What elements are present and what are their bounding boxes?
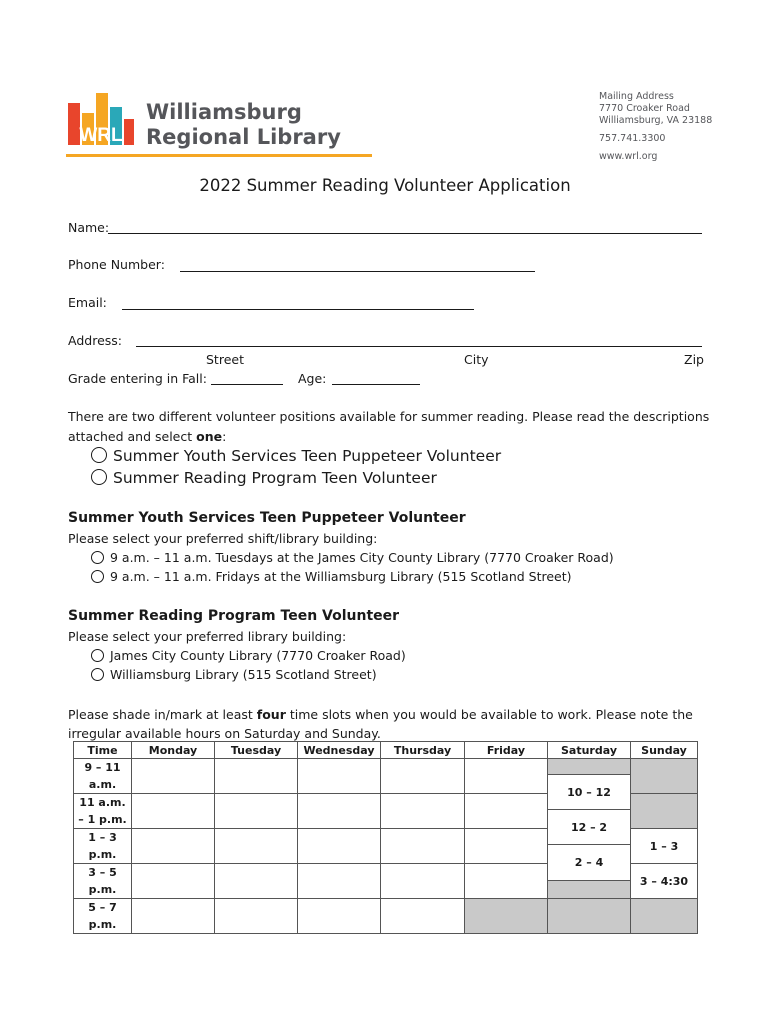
time-cell <box>74 899 132 934</box>
radio-icon[interactable] <box>91 447 107 463</box>
mailing-web: www.wrl.org <box>599 151 658 162</box>
shade-line2: irregular available hours on Saturday and Sunday. <box>68 726 381 741</box>
radio-icon[interactable] <box>91 469 107 485</box>
shade-emphasis: four <box>256 707 286 722</box>
unavailable-cell <box>465 899 548 934</box>
zip-caption: Zip <box>684 352 704 367</box>
slot-cell[interactable] <box>132 759 215 794</box>
program-option-williamsburg[interactable] <box>91 667 377 682</box>
puppeteer-option-friday[interactable] <box>91 569 572 584</box>
program-section-title: Summer Reading Program Teen Volunteer <box>68 608 400 624</box>
slot-cell[interactable] <box>215 759 298 794</box>
slot-cell[interactable] <box>465 864 548 899</box>
intro-text <box>68 407 709 447</box>
time-line: 3 – 5 <box>88 866 117 879</box>
schedule-table <box>73 741 698 934</box>
mailing-phone: 757.741.3300 <box>599 133 666 144</box>
saturday-slot[interactable]: 2 – 4 <box>548 845 631 881</box>
column-header: Monday <box>132 742 215 759</box>
time-line: – 1 p.m. <box>78 813 127 826</box>
saturday-slot[interactable]: 12 – 2 <box>548 810 631 845</box>
page-title: 2022 Summer Reading Volunteer Application <box>199 176 571 195</box>
column-header: Thursday <box>381 742 465 759</box>
slot-cell[interactable] <box>132 794 215 829</box>
position-label: Summer Youth Services Teen Puppeteer Volunteer <box>113 447 502 465</box>
time-line: 1 – 3 <box>88 831 117 844</box>
slot-cell[interactable] <box>215 899 298 934</box>
unavailable-cell <box>631 759 698 794</box>
sunday-slot[interactable]: 3 – 4:30 <box>631 864 698 899</box>
library-name-line2: Regional Library <box>146 125 341 149</box>
mailing-heading: Mailing Address <box>599 91 674 102</box>
header-rule <box>66 154 372 157</box>
name-label: Name: <box>68 220 110 235</box>
phone-label: Phone Number: <box>68 257 165 272</box>
table-header-row <box>74 742 698 759</box>
time-line: p.m. <box>88 848 117 861</box>
slot-cell[interactable] <box>132 899 215 934</box>
slot-cell[interactable] <box>465 759 548 794</box>
slot-cell[interactable] <box>298 899 381 934</box>
slot-cell[interactable] <box>132 829 215 864</box>
intro-line2-text: attached and select <box>68 429 197 444</box>
slot-cell[interactable] <box>381 794 465 829</box>
name-field[interactable] <box>108 233 702 234</box>
time-line: 9 – 11 <box>84 761 121 774</box>
slot-cell[interactable] <box>215 829 298 864</box>
column-header: Tuesday <box>215 742 298 759</box>
shade-instructions <box>68 705 693 743</box>
slot-cell[interactable] <box>215 794 298 829</box>
column-header: Sunday <box>631 742 698 759</box>
shade-text: time slots when you would be available to work. Please note the <box>285 707 693 722</box>
time-cell <box>74 864 132 899</box>
slot-cell[interactable] <box>215 864 298 899</box>
table-row <box>74 899 698 934</box>
age-label: Age: <box>298 371 327 386</box>
radio-icon[interactable] <box>91 649 104 662</box>
slot-cell[interactable] <box>381 759 465 794</box>
library-name <box>146 100 341 150</box>
intro-line2 <box>68 427 709 447</box>
option-label: 9 a.m. – 11 a.m. Fridays at the Williamsburg Library (515 Scotland Street) <box>110 569 572 584</box>
program-prompt: Please select your preferred library building: <box>68 629 347 644</box>
table-row <box>74 759 698 775</box>
slot-cell[interactable] <box>381 899 465 934</box>
slot-cell[interactable] <box>298 759 381 794</box>
unavailable-cell <box>548 759 631 775</box>
position-option-puppeteer[interactable] <box>91 447 501 465</box>
column-header: Wednesday <box>298 742 381 759</box>
slot-cell[interactable] <box>298 864 381 899</box>
slot-cell[interactable] <box>465 794 548 829</box>
radio-icon[interactable] <box>91 668 104 681</box>
email-label: Email: <box>68 295 107 310</box>
unavailable-cell <box>631 899 698 934</box>
option-label: 9 a.m. – 11 a.m. Tuesdays at the James City County Library (7770 Croaker Road) <box>110 550 614 565</box>
shade-line1 <box>68 705 693 724</box>
saturday-slot[interactable]: 10 – 12 <box>548 775 631 810</box>
column-header: Saturday <box>548 742 631 759</box>
grade-field[interactable] <box>211 384 283 385</box>
column-header: Friday <box>465 742 548 759</box>
radio-icon[interactable] <box>91 570 104 583</box>
address-field[interactable] <box>136 346 702 347</box>
email-field[interactable] <box>122 309 474 310</box>
slot-cell[interactable] <box>381 829 465 864</box>
age-field[interactable] <box>332 384 420 385</box>
position-option-program[interactable] <box>91 469 437 487</box>
slot-cell[interactable] <box>132 864 215 899</box>
puppeteer-option-tuesday[interactable] <box>91 550 614 565</box>
time-cell <box>74 794 132 829</box>
intro-emphasis: one <box>196 429 223 444</box>
slot-cell[interactable] <box>381 864 465 899</box>
option-label: Williamsburg Library (515 Scotland Street) <box>110 667 377 682</box>
slot-cell[interactable] <box>465 829 548 864</box>
wrl-logo-icon <box>66 93 136 145</box>
unavailable-cell <box>631 794 698 829</box>
logo-letters: WRL <box>79 125 123 145</box>
shade-text: Please shade in/mark at least <box>68 707 257 722</box>
slot-cell[interactable] <box>298 829 381 864</box>
library-name-line1: Williamsburg <box>146 100 302 124</box>
time-line: 11 a.m. <box>79 796 126 809</box>
mailing-street: 7770 Croaker Road <box>599 103 690 114</box>
option-label: James City County Library (7770 Croaker Road) <box>110 648 406 663</box>
unavailable-cell <box>548 899 631 934</box>
sunday-slot[interactable]: 1 – 3 <box>631 829 698 864</box>
intro-line1: There are two different volunteer positions available for summer reading. Please read the descriptions <box>68 409 710 424</box>
street-caption: Street <box>206 352 244 367</box>
grade-label: Grade entering in Fall: <box>68 371 207 386</box>
time-line: p.m. <box>88 883 117 896</box>
position-label: Summer Reading Program Teen Volunteer <box>113 469 437 487</box>
time-cell <box>74 829 132 864</box>
mailing-city: Williamsburg, VA 23188 <box>599 115 713 126</box>
puppeteer-prompt: Please select your preferred shift/library building: <box>68 531 378 546</box>
time-cell <box>74 759 132 794</box>
time-line: a.m. <box>88 778 117 791</box>
program-option-james-city[interactable] <box>91 648 406 663</box>
unavailable-cell <box>548 880 631 898</box>
city-caption: City <box>464 352 489 367</box>
column-header: Time <box>74 742 132 759</box>
time-line: 5 – 7 <box>88 901 117 914</box>
mailing-address <box>599 91 712 163</box>
intro-colon: : <box>222 429 227 444</box>
radio-icon[interactable] <box>91 551 104 564</box>
phone-field[interactable] <box>180 271 535 272</box>
puppeteer-section-title: Summer Youth Services Teen Puppeteer Volunteer <box>68 510 466 526</box>
address-label: Address: <box>68 333 122 348</box>
slot-cell[interactable] <box>298 794 381 829</box>
time-line: p.m. <box>88 918 117 931</box>
